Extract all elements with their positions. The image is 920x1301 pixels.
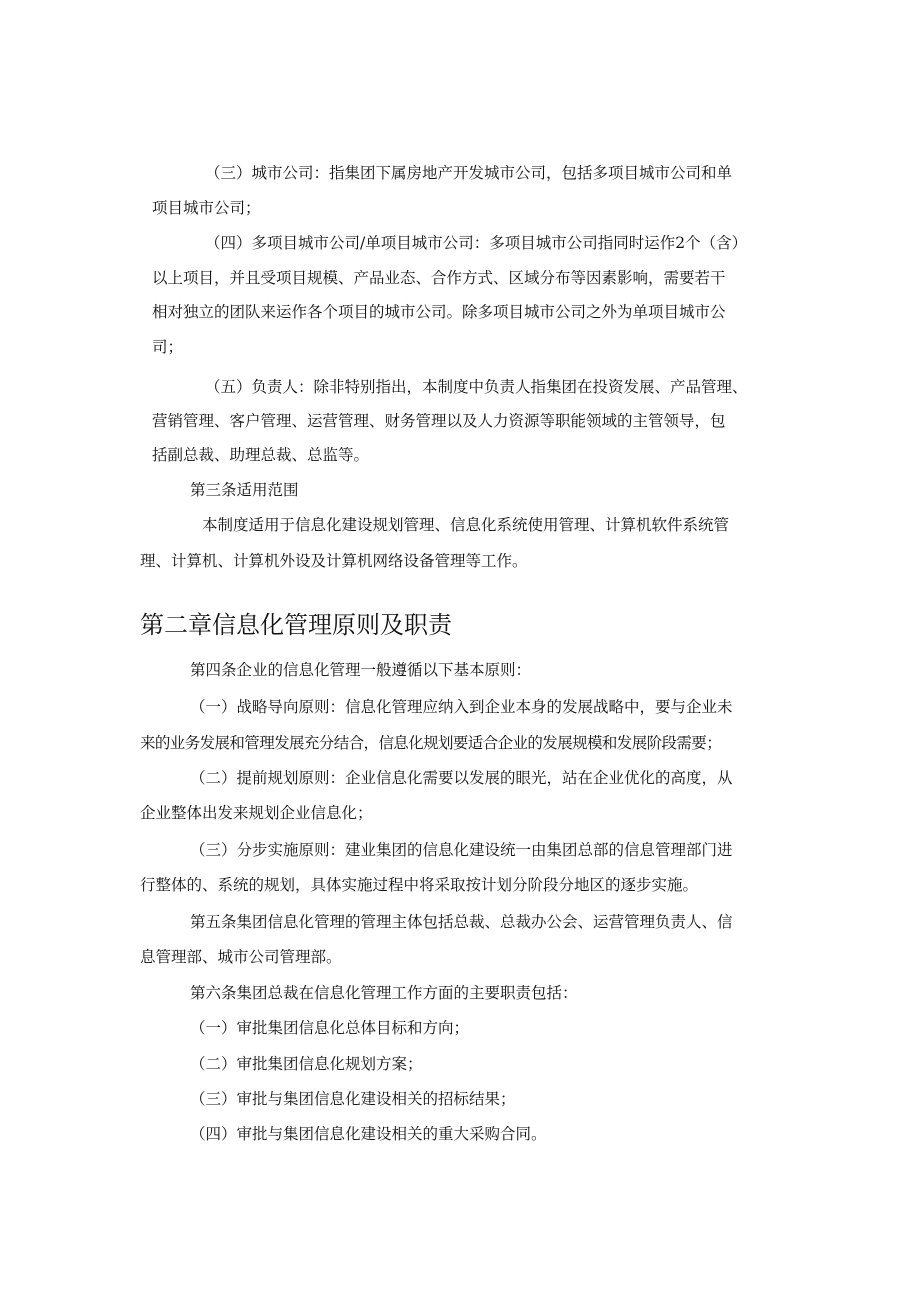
paragraph-line: 企业整体出发来规划企业信息化； xyxy=(140,804,373,822)
paragraph-line: （二）提前规划原则：企业信息化需要以发展的眼光，站在企业优化的高度，从 xyxy=(190,769,733,787)
paragraph-line: （四）多项目城市公司/单项目城市公司：多项目城市公司指同时运作2个（含） xyxy=(205,234,748,252)
chapter-title: 第二章信息化管理原则及职责 xyxy=(140,611,452,639)
paragraph-line: 营销管理、客户管理、运营管理、财务管理以及人力资源等职能领域的主管领导，包 xyxy=(152,412,726,430)
paragraph-line: 以上项目，并且受项目规模、产品业态、合作方式、区域分布等因素影响，需要若干 xyxy=(152,269,726,287)
list-item: （二）审批集团信息化规划方案； xyxy=(190,1055,423,1073)
paragraph-line: 括副总裁、助理总裁、总监等。 xyxy=(152,446,370,464)
article-title: 第四条企业的信息化管理一般遵循以下基本原则： xyxy=(190,661,532,679)
paragraph-line: 司； xyxy=(152,338,184,356)
paragraph-line: 相对独立的团队来运作各个项目的城市公司。除多项目城市公司之外为单项目城市公 xyxy=(152,303,726,321)
paragraph-line: 项目城市公司； xyxy=(152,199,261,217)
paragraph-line: 理、计算机、计算机外设及计算机网络设备管理等工作。 xyxy=(140,552,528,570)
paragraph-line: 本制度适用于信息化建设规划管理、信息化系统使用管理、计算机软件系统管 xyxy=(202,516,730,534)
list-item: （三）审批与集团信息化建设相关的招标结果； xyxy=(190,1090,516,1108)
list-item: （一）审批集团信息化总体目标和方向； xyxy=(190,1019,470,1037)
paragraph-line: （三）分步实施原则：建业集团的信息化建设统一由集团总部的信息管理部门进 xyxy=(190,841,733,859)
paragraph-line: 来的业务发展和管理发展充分结合，信息化规划要适合企业的发展规模和发展阶段需要； xyxy=(140,734,722,752)
list-item: （四）审批与集团信息化建设相关的重大采购合同。 xyxy=(190,1125,547,1143)
paragraph-line: （三）城市公司：指集团下属房地产开发城市公司，包括多项目城市公司和单 xyxy=(205,164,733,182)
paragraph-line: 行整体的、系统的规划，具体实施过程中将采取按计划分阶段分地区的逐步实施。 xyxy=(140,876,699,894)
paragraph-line: （五）负责人：除非特别指出，本制度中负责人指集团在投资发展、产品管理、 xyxy=(205,378,748,396)
paragraph-line: （一）战略导向原则：信息化管理应纳入到企业本身的发展战略中，要与企业未 xyxy=(190,698,733,716)
article-title: 第三条适用范围 xyxy=(190,481,299,499)
paragraph-line: 息管理部、城市公司管理部。 xyxy=(140,948,342,966)
article-title: 第六条集团总裁在信息化管理工作方面的主要职责包括： xyxy=(190,984,578,1002)
paragraph-line: 第五条集团信息化管理的管理主体包括总裁、总裁办公会、运营管理负责人、信 xyxy=(190,913,733,931)
